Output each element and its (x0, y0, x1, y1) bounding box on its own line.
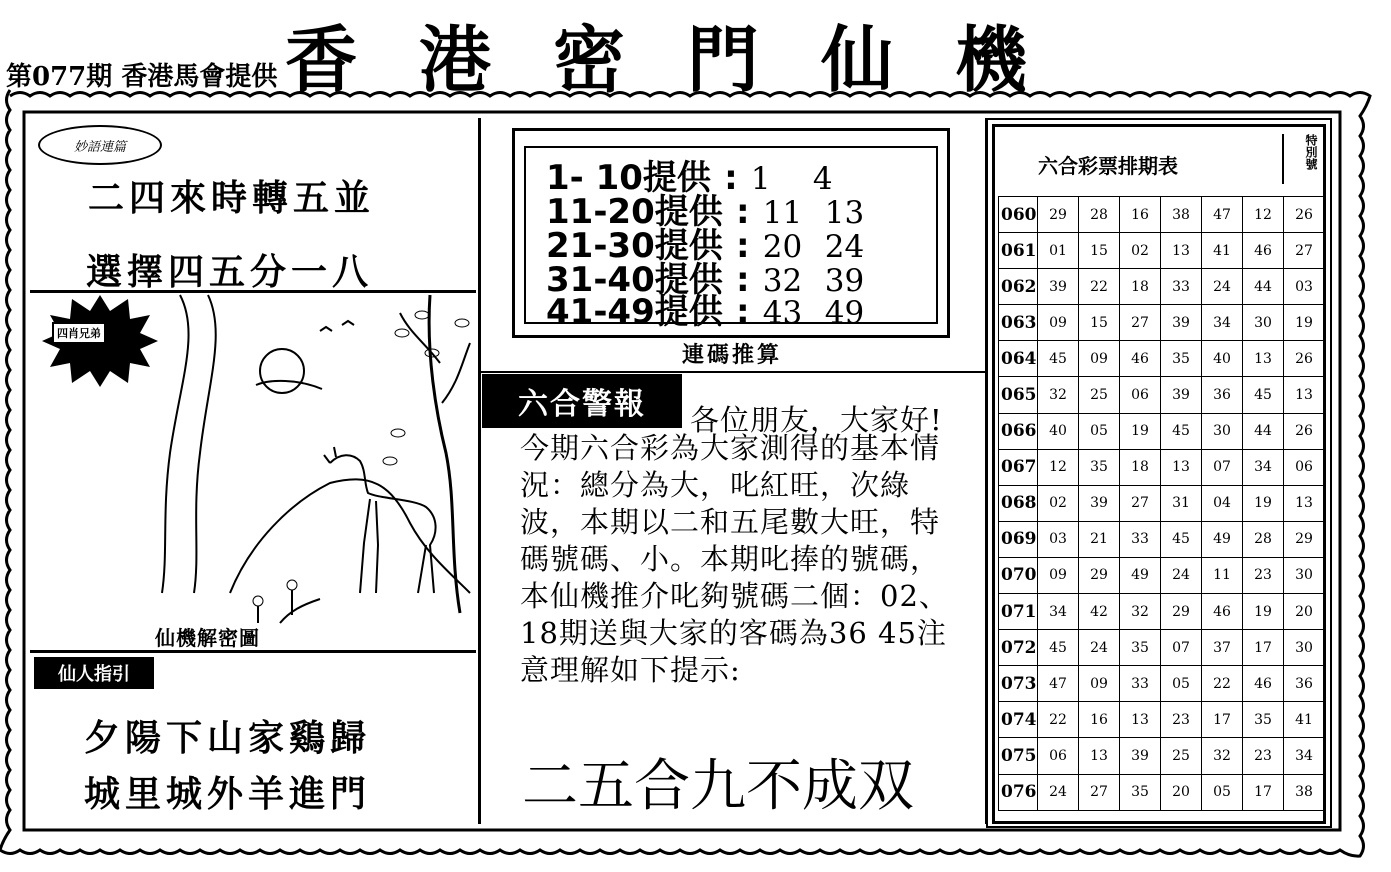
number-cell: 05 (1079, 413, 1120, 449)
range-row: 11-20提供 : 11 13 (546, 192, 865, 232)
number-cell: 07 (1161, 630, 1202, 666)
number-cell: 32 (1202, 738, 1243, 774)
number-cell: 25 (1161, 738, 1202, 774)
number-cell: 36 (1284, 666, 1325, 702)
number-cell: 34 (1284, 738, 1325, 774)
table-row (999, 738, 1325, 774)
number-cell: 32 (1120, 594, 1161, 630)
alarm-badge: 六合警報 (482, 374, 682, 428)
range-number: 11 (762, 195, 803, 231)
number-cell: 30 (1284, 557, 1325, 593)
period-cell: 065 (999, 377, 1038, 413)
table-row (999, 557, 1325, 593)
number-cell: 09 (1079, 666, 1120, 702)
period-cell: 062 (999, 269, 1038, 305)
number-cell: 19 (1243, 485, 1284, 521)
range-row: 41-49提供 : 43 49 (546, 292, 865, 332)
illustration-panel (30, 293, 476, 653)
number-cell: 19 (1284, 305, 1325, 341)
range-number: 39 (824, 263, 865, 299)
table-row (999, 377, 1325, 413)
number-cell: 45 (1161, 413, 1202, 449)
number-cell: 29 (1038, 197, 1079, 233)
table-row (999, 269, 1325, 305)
number-cell: 15 (1079, 233, 1120, 269)
range-number: 20 (762, 229, 803, 265)
page-title: 香港密門仙機 (285, 18, 1090, 102)
number-cell: 20 (1161, 774, 1202, 810)
number-cell: 40 (1038, 413, 1079, 449)
period-cell: 067 (999, 449, 1038, 485)
number-cell: 13 (1284, 485, 1325, 521)
number-cell: 28 (1243, 521, 1284, 557)
number-cell: 05 (1202, 774, 1243, 810)
table-row (999, 666, 1325, 702)
range-row: 31-40提供 : 32 39 (546, 260, 865, 300)
period-cell: 061 (999, 233, 1038, 269)
number-cell: 09 (1038, 557, 1079, 593)
number-cell: 09 (1038, 305, 1079, 341)
range-number: 13 (824, 195, 865, 231)
number-cell: 23 (1243, 557, 1284, 593)
number-cell: 19 (1120, 413, 1161, 449)
number-cell: 13 (1120, 702, 1161, 738)
number-cell: 30 (1202, 413, 1243, 449)
guide-badge: 仙人指引 (34, 657, 154, 689)
number-cell: 05 (1161, 666, 1202, 702)
number-cell: 45 (1243, 377, 1284, 413)
deer-illustration (30, 293, 476, 650)
number-cell: 01 (1038, 233, 1079, 269)
number-cell: 13 (1161, 233, 1202, 269)
number-cell: 18 (1120, 449, 1161, 485)
number-cell: 29 (1079, 557, 1120, 593)
number-cell: 06 (1038, 738, 1079, 774)
number-cell: 13 (1161, 449, 1202, 485)
number-cell: 12 (1243, 197, 1284, 233)
number-cell: 47 (1038, 666, 1079, 702)
number-cell: 37 (1202, 630, 1243, 666)
number-cell: 38 (1161, 197, 1202, 233)
number-cell: 06 (1284, 449, 1325, 485)
number-cell: 24 (1038, 774, 1079, 810)
column-divider (478, 118, 481, 824)
burst-label: 四肖兄弟 (52, 322, 106, 344)
range-title: 連碼推算 (682, 343, 783, 368)
number-cell: 49 (1120, 557, 1161, 593)
number-cell: 39 (1038, 269, 1079, 305)
number-cell: 07 (1202, 449, 1243, 485)
number-cell: 33 (1120, 666, 1161, 702)
number-cell: 35 (1120, 630, 1161, 666)
number-cell: 36 (1202, 377, 1243, 413)
table-row (999, 449, 1325, 485)
number-cell: 44 (1243, 413, 1284, 449)
number-cell: 20 (1284, 594, 1325, 630)
illustration-caption: 仙機解密圖 (155, 622, 260, 652)
period-cell: 060 (999, 197, 1038, 233)
period-cell: 069 (999, 521, 1038, 557)
table-row (999, 521, 1325, 557)
riddle-line-2: 選擇四五分一八 (86, 252, 374, 293)
number-cell: 35 (1079, 449, 1120, 485)
guide-line-2: 城里城外羊進門 (84, 774, 372, 815)
number-cell: 22 (1038, 702, 1079, 738)
guide-line-1: 夕陽下山家鷄歸 (84, 718, 372, 759)
number-cell: 15 (1079, 305, 1120, 341)
number-cell: 31 (1161, 485, 1202, 521)
number-cell: 13 (1284, 377, 1325, 413)
number-cell: 38 (1284, 774, 1325, 810)
number-cell: 46 (1243, 666, 1284, 702)
range-number: 32 (762, 263, 803, 299)
number-cell: 19 (1243, 594, 1284, 630)
number-cell: 34 (1202, 305, 1243, 341)
alarm-greeting: 各位朋友，大家好! (690, 403, 943, 437)
number-cell: 47 (1202, 197, 1243, 233)
number-cell: 27 (1079, 774, 1120, 810)
number-cell: 39 (1161, 305, 1202, 341)
number-cell: 45 (1161, 521, 1202, 557)
number-cell: 18 (1120, 269, 1161, 305)
number-cell: 41 (1202, 233, 1243, 269)
draw-schedule-table (998, 196, 1325, 811)
number-cell: 29 (1284, 521, 1325, 557)
number-cell: 34 (1038, 594, 1079, 630)
number-cell: 46 (1243, 233, 1284, 269)
number-cell: 32 (1038, 377, 1079, 413)
number-cell: 03 (1038, 521, 1079, 557)
number-cell: 45 (1038, 341, 1079, 377)
period-cell: 068 (999, 485, 1038, 521)
period-cell: 063 (999, 305, 1038, 341)
period-cell: 074 (999, 702, 1038, 738)
number-cell: 49 (1202, 521, 1243, 557)
number-cell: 46 (1202, 594, 1243, 630)
number-cell: 27 (1120, 485, 1161, 521)
number-cell: 40 (1202, 341, 1243, 377)
number-cell: 26 (1284, 341, 1325, 377)
number-cell: 27 (1120, 305, 1161, 341)
number-cell: 02 (1120, 233, 1161, 269)
range-label: 1- 10提供 (546, 158, 711, 198)
table-row (999, 702, 1325, 738)
table-row (999, 341, 1325, 377)
number-cell: 35 (1243, 702, 1284, 738)
number-cell: 24 (1079, 630, 1120, 666)
number-cell: 23 (1161, 702, 1202, 738)
period-cell: 070 (999, 557, 1038, 593)
range-label: 31-40提供 (546, 260, 723, 300)
special-number-header: 特別號 (1282, 134, 1320, 184)
table-row (999, 413, 1325, 449)
range-label: 11-20提供 (546, 192, 723, 232)
riddle-line-1: 二四來時轉五並 (88, 178, 376, 219)
range-label: 41-49提供 (546, 292, 723, 332)
number-cell: 12 (1038, 449, 1079, 485)
period-cell: 066 (999, 413, 1038, 449)
number-cell: 45 (1038, 630, 1079, 666)
number-cell: 17 (1243, 630, 1284, 666)
number-cell: 13 (1243, 341, 1284, 377)
number-cell: 22 (1079, 269, 1120, 305)
number-cell: 21 (1079, 521, 1120, 557)
number-cell: 35 (1120, 774, 1161, 810)
number-cell: 04 (1202, 485, 1243, 521)
issue-number: 第077期 香港馬會提供 (6, 62, 278, 92)
number-cell: 34 (1243, 449, 1284, 485)
table-row (999, 197, 1325, 233)
number-cell: 30 (1243, 305, 1284, 341)
number-cell: 11 (1202, 557, 1243, 593)
range-number: 24 (824, 229, 865, 265)
number-cell: 44 (1243, 269, 1284, 305)
period-cell: 075 (999, 738, 1038, 774)
number-cell: 27 (1284, 233, 1325, 269)
number-cell: 16 (1120, 197, 1161, 233)
section-divider (481, 371, 985, 373)
number-cell: 33 (1120, 521, 1161, 557)
number-cell: 42 (1079, 594, 1120, 630)
number-cell: 30 (1284, 630, 1325, 666)
number-cell: 22 (1202, 666, 1243, 702)
range-number: 43 (762, 295, 803, 331)
range-number: 4 (812, 161, 833, 197)
moon-icon (260, 349, 304, 393)
table-row (999, 485, 1325, 521)
period-cell: 064 (999, 341, 1038, 377)
number-cell: 26 (1284, 413, 1325, 449)
period-cell: 076 (999, 774, 1038, 810)
number-cell: 16 (1079, 702, 1120, 738)
number-cell: 41 (1284, 702, 1325, 738)
range-number: 49 (824, 295, 865, 331)
range-number: 1 (750, 161, 771, 197)
number-cell: 33 (1161, 269, 1202, 305)
number-cell: 35 (1161, 341, 1202, 377)
slogan: 二五合九不成双 (522, 754, 914, 819)
table-row (999, 233, 1325, 269)
table-row (999, 630, 1325, 666)
number-cell: 39 (1079, 485, 1120, 521)
period-cell: 073 (999, 666, 1038, 702)
number-cell: 26 (1284, 197, 1325, 233)
number-cell: 03 (1284, 269, 1325, 305)
number-cell: 13 (1079, 738, 1120, 774)
number-cell: 24 (1161, 557, 1202, 593)
number-cell: 39 (1120, 738, 1161, 774)
range-row: 21-30提供 : 20 24 (546, 226, 865, 266)
range-row: 1- 10提供 : 1 4 (546, 158, 833, 198)
number-cell: 28 (1079, 197, 1120, 233)
alarm-body: 今期六合彩為大家測得的基本情況：總分為大，叱紅旺，次綠波，本期以二和五尾數大旺，特碼號碼、小。本期叱捧的號碼，本仙機推介叱夠號碼二個：02、18期送與大家的客碼為36 45注意理解如下提示: (520, 431, 949, 687)
table-row (999, 594, 1325, 630)
riddle-badge: 妙語連篇 (38, 125, 162, 165)
number-cell: 02 (1038, 485, 1079, 521)
number-cell: 29 (1161, 594, 1202, 630)
range-label: 21-30提供 (546, 226, 723, 266)
number-cell: 06 (1120, 377, 1161, 413)
table-row (999, 305, 1325, 341)
number-cell: 17 (1243, 774, 1284, 810)
number-cell: 25 (1079, 377, 1120, 413)
period-cell: 071 (999, 594, 1038, 630)
number-cell: 39 (1161, 377, 1202, 413)
number-cell: 17 (1202, 702, 1243, 738)
period-cell: 072 (999, 630, 1038, 666)
table-row (999, 774, 1325, 810)
number-cell: 24 (1202, 269, 1243, 305)
number-cell: 46 (1120, 341, 1161, 377)
table-title: 六合彩票排期表 (1038, 154, 1178, 178)
number-cell: 23 (1243, 738, 1284, 774)
number-cell: 09 (1079, 341, 1120, 377)
